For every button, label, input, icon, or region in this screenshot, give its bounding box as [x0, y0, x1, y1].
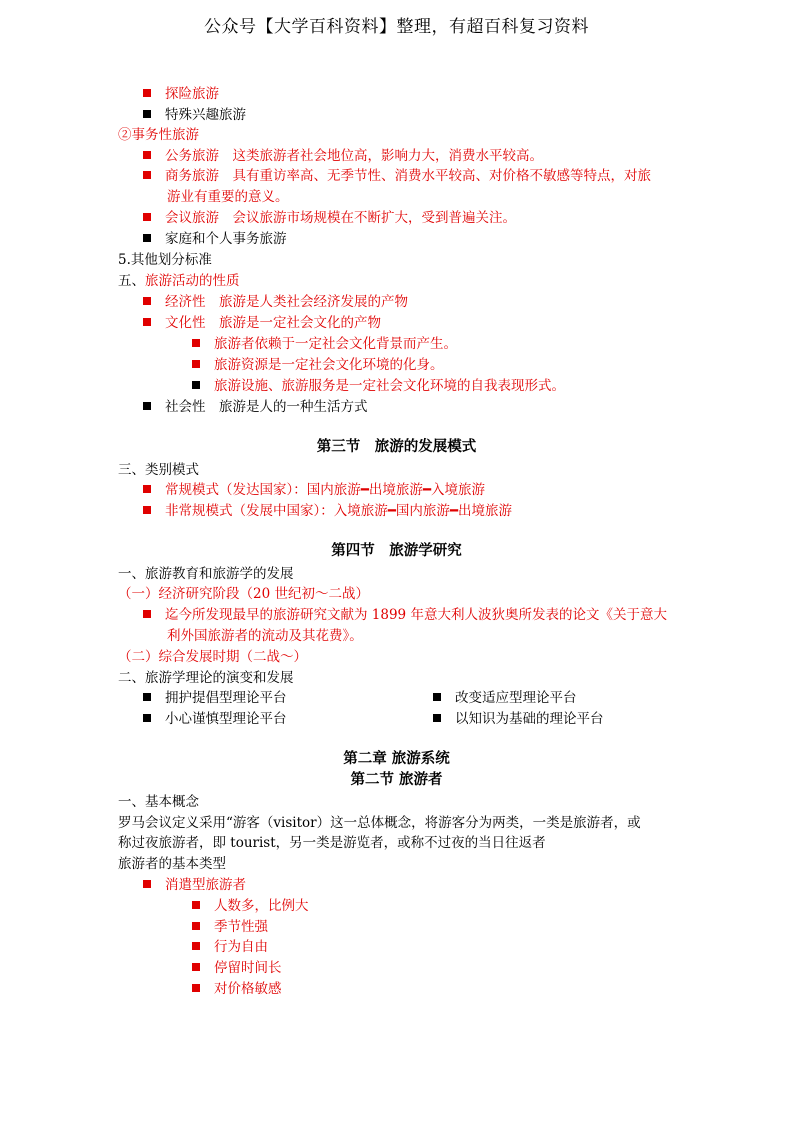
list-item: 商务旅游 具有重访率高、无季节性、消费水平较高、对价格不敏感等特点，对旅 — [143, 166, 651, 186]
paragraph: 罗马会议定义采用“游客（visitor）这一总体概念，将游客分为两类，一类是旅游者，或 — [118, 815, 641, 831]
square-bullet-icon — [143, 213, 151, 221]
subsection-title: （二）综合发展时期（二战～） — [118, 649, 307, 665]
section-heading: 第四节 旅游学研究 — [331, 543, 462, 559]
square-bullet-icon — [143, 402, 151, 410]
square-bullet-icon — [192, 922, 200, 930]
paragraph: 5.其他划分标准 — [118, 252, 212, 268]
section-title: 五、旅游活动的性质 — [118, 273, 240, 289]
square-bullet-icon — [433, 693, 441, 701]
square-bullet-icon — [143, 110, 151, 118]
list-item: 常规模式（发达国家）：国内旅游━出境旅游━入境旅游 — [143, 480, 485, 500]
list-item: 旅游资源是一定社会文化环境的化身。 — [192, 355, 444, 375]
list-item: 季节性强 — [192, 917, 268, 937]
page-header: 公众号【大学百科资料】整理，有超百科复习资料 — [204, 17, 589, 37]
square-bullet-icon — [143, 89, 151, 97]
square-bullet-icon — [143, 234, 151, 242]
list-item: 消遣型旅游者 — [143, 875, 246, 895]
square-bullet-icon — [192, 339, 200, 347]
square-bullet-icon — [143, 485, 151, 493]
square-bullet-icon — [433, 714, 441, 722]
list-item: 以知识为基础的理论平台 — [433, 709, 604, 729]
square-bullet-icon — [143, 318, 151, 326]
list-item-continuation: 利外国旅游者的流动及其花费》。 — [167, 628, 363, 644]
list-item: 旅游设施、旅游服务是一定社会文化环境的自我表现形式。 — [192, 376, 565, 396]
list-item: 社会性 旅游是人的一种生活方式 — [143, 397, 368, 417]
section-heading: 第三节 旅游的发展模式 — [316, 439, 477, 455]
square-bullet-icon — [192, 942, 200, 950]
square-bullet-icon — [143, 151, 151, 159]
list-item-continuation: 游业有重要的意义。 — [167, 189, 289, 205]
list-item: 对价格敏感 — [192, 979, 282, 999]
paragraph: 称过夜旅游者，即 tourist，另一类是游览者，或称不过夜的当日往返者 — [118, 835, 546, 851]
subsection-title: （一）经济研究阶段（20 世纪初～二战） — [118, 586, 369, 602]
list-item: 会议旅游 会议旅游市场规模在不断扩大，受到普遍关注。 — [143, 208, 516, 228]
square-bullet-icon — [192, 360, 200, 368]
square-bullet-icon — [143, 171, 151, 179]
square-bullet-icon — [192, 963, 200, 971]
list-item: 拥护提倡型理论平台 — [143, 688, 287, 708]
list-item: 行为自由 — [192, 937, 268, 957]
section-heading: 第二节 旅游者 — [350, 772, 443, 788]
list-item: 特殊兴趣旅游 — [143, 105, 246, 125]
paragraph: 二、旅游学理论的演变和发展 — [118, 670, 294, 686]
square-bullet-icon — [192, 381, 200, 389]
paragraph: 一、旅游教育和旅游学的发展 — [118, 566, 294, 582]
list-item: 旅游者依赖于一定社会文化背景而产生。 — [192, 334, 457, 354]
list-item: 家庭和个人事务旅游 — [143, 229, 287, 249]
subsection-title: ②事务性旅游 — [118, 127, 199, 143]
list-item: 公务旅游 这类旅游者社会地位高，影响力大，消费水平较高。 — [143, 146, 543, 166]
square-bullet-icon — [143, 506, 151, 514]
list-item: 停留时间长 — [192, 958, 282, 978]
list-item: 小心谨慎型理论平台 — [143, 709, 287, 729]
square-bullet-icon — [143, 610, 151, 618]
square-bullet-icon — [143, 297, 151, 305]
square-bullet-icon — [143, 714, 151, 722]
list-item: 非常规模式（发展中国家）：入境旅游━国内旅游━出境旅游 — [143, 501, 512, 521]
list-item: 迄今所发现最早的旅游研究文献为 1899 年意大利人波狄奥所发表的论文《关于意大 — [143, 605, 667, 625]
square-bullet-icon — [192, 984, 200, 992]
paragraph: 一、基本概念 — [118, 794, 199, 810]
paragraph: 三、类别模式 — [118, 462, 199, 478]
square-bullet-icon — [143, 880, 151, 888]
list-item: 探险旅游 — [143, 84, 219, 104]
list-item: 文化性 旅游是一定社会文化的产物 — [143, 313, 381, 333]
square-bullet-icon — [143, 693, 151, 701]
list-item: 经济性 旅游是人类社会经济发展的产物 — [143, 292, 408, 312]
square-bullet-icon — [192, 901, 200, 909]
paragraph: 旅游者的基本类型 — [118, 856, 226, 872]
chapter-heading: 第二章 旅游系统 — [343, 751, 450, 767]
list-item: 改变适应型理论平台 — [433, 688, 577, 708]
list-item: 人数多，比例大 — [192, 896, 309, 916]
